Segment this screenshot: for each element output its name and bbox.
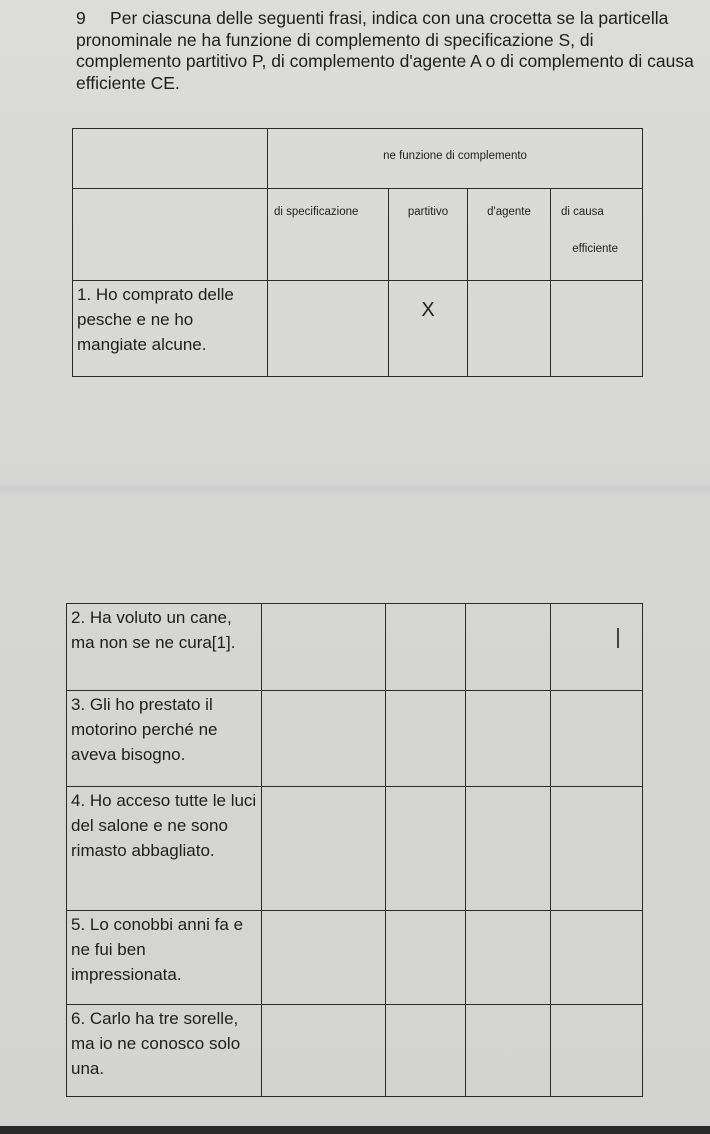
answer-cell-ce-1[interactable] bbox=[551, 281, 643, 377]
answer-cell-a-6[interactable] bbox=[466, 1005, 551, 1097]
answer-cell-s-3[interactable] bbox=[262, 691, 386, 787]
answer-cell-s-6[interactable] bbox=[262, 1005, 386, 1097]
sentence-cell-3: 3. Gli ho prestato il motorino perché ne aveva bisogno. bbox=[67, 691, 262, 787]
answer-cell-ce-3[interactable] bbox=[551, 691, 643, 787]
answer-cell-a-1[interactable] bbox=[468, 281, 551, 377]
answer-cell-s-5[interactable] bbox=[262, 911, 386, 1005]
sentence-cell-1: 1. Ho comprato delle pesche e ne ho mangiate alcune. bbox=[73, 281, 268, 377]
sentence-cell-4: 4. Ho acceso tutte le luci del salone e ne sono rimasto abbagliato. bbox=[67, 787, 262, 911]
answer-cell-s-2[interactable] bbox=[262, 604, 386, 691]
col-header-causa-line2: efficiente bbox=[572, 243, 619, 255]
answer-cell-s-1[interactable] bbox=[268, 281, 389, 377]
answer-cell-p-2[interactable] bbox=[386, 604, 466, 691]
sentence-cell-2: 2. Ha voluto un cane, ma non se ne cura[1]. bbox=[67, 604, 262, 691]
sentence-cell-5: 5. Lo conobbi anni fa e ne fui ben impressionata. bbox=[67, 911, 262, 1005]
sentence-cell-6: 6. Carlo ha tre sorelle, ma io ne conosco solo una. bbox=[67, 1005, 262, 1097]
answer-cell-ce-5[interactable] bbox=[551, 911, 643, 1005]
col-header-partitivo: partitivo bbox=[389, 189, 468, 281]
text-cursor-mark bbox=[617, 628, 619, 648]
question-text: Per ciascuna delle seguenti frasi, indica con una crocetta se la particella pronominale ne ha funzione di complemento di specificazione S, di complemento partitivo P, di complemento d'agente A o di complemento di causa efficiente CE. bbox=[76, 8, 694, 93]
screen-glare bbox=[0, 482, 710, 496]
answer-table-bottom bbox=[66, 603, 643, 1097]
answer-cell-a-3[interactable] bbox=[466, 691, 551, 787]
answer-cell-ce-4[interactable] bbox=[551, 787, 643, 911]
answer-cell-p-5[interactable] bbox=[386, 911, 466, 1005]
answer-cell-a-4[interactable] bbox=[466, 787, 551, 911]
screen-bottom-edge bbox=[0, 1126, 710, 1134]
answer-table-top bbox=[72, 128, 643, 377]
answer-cell-p-3[interactable] bbox=[386, 691, 466, 787]
answer-cell-a-2[interactable] bbox=[466, 604, 551, 691]
answer-cell-s-4[interactable] bbox=[262, 787, 386, 911]
answer-cell-ce-2[interactable] bbox=[551, 604, 643, 691]
header-ne-funzione: ne funzione di complemento bbox=[268, 129, 643, 189]
question-number: 9 bbox=[76, 8, 86, 28]
col-header-agente: d'agente bbox=[468, 189, 551, 281]
answer-cell-p-4[interactable] bbox=[386, 787, 466, 911]
answer-cell-ce-6[interactable] bbox=[551, 1005, 643, 1097]
empty-header-cell bbox=[73, 129, 268, 189]
answer-cell-p-1[interactable]: X bbox=[389, 281, 468, 377]
col-header-causa bbox=[551, 189, 643, 281]
empty-header-cell bbox=[73, 189, 268, 281]
exercise-question bbox=[76, 8, 696, 94]
answer-cell-p-6[interactable] bbox=[386, 1005, 466, 1097]
col-header-causa-line1: di causa bbox=[561, 206, 604, 218]
col-header-specificazione: di specificazione bbox=[268, 189, 389, 281]
answer-cell-a-5[interactable] bbox=[466, 911, 551, 1005]
